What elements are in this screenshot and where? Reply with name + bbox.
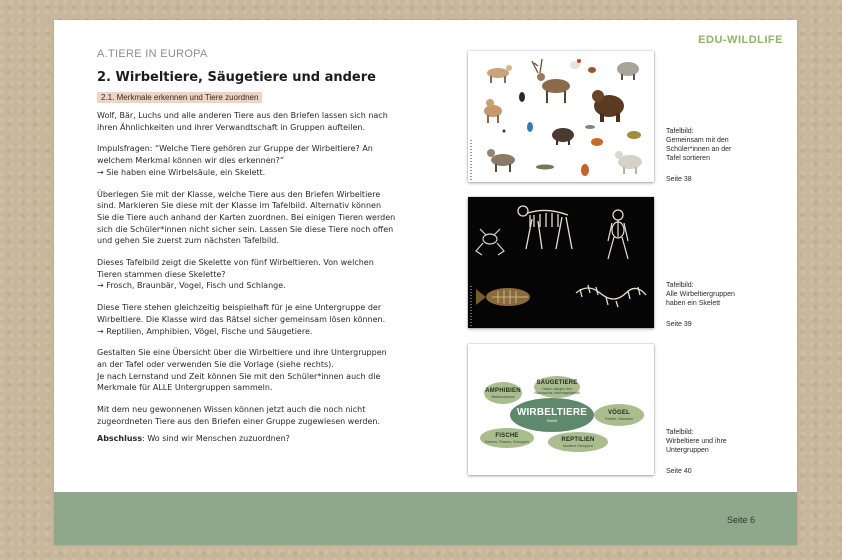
paragraph-line: ihren Ähnlichkeiten und ihrer Verwandtschaft in Gruppen aufteilen.	[97, 122, 366, 132]
reindeer-icon	[532, 59, 570, 103]
songbird-icon	[588, 67, 596, 73]
paragraph-line: Überlegen Sie mit der Klasse, welche Tiere aus den Briefen Wirbeltiere	[97, 189, 381, 199]
figure-reference-1: Seite 38	[666, 176, 692, 183]
paragraph-line: an der Tafel oder verwenden Sie die Vorlage (siehe rechts).	[97, 359, 334, 369]
paragraph-line: Mit dem neu gewonnenen Wissen können jetzt auch die noch nicht	[97, 405, 366, 415]
paragraph	[97, 189, 422, 248]
skeletons-illustration	[468, 197, 654, 328]
bird-icon	[519, 92, 525, 102]
figure-reference-3: Seite 40	[666, 468, 692, 475]
paragraph-line: Je nach Lernstand und Zeit können Sie mit den Schüler*innen auch die	[97, 371, 381, 381]
paragraph-line: sich die Schüler*innen nicht sicher sein. Lassen Sie diese Tiere noch offen	[97, 224, 394, 234]
goat-icon	[487, 65, 512, 83]
white-wolf-icon	[615, 151, 642, 174]
figure-caption-2	[666, 281, 761, 329]
paragraph-line: zugeordneten Tiere aus den Briefen einer Gruppe zugewiesen werden.	[97, 416, 381, 426]
paragraph-line: Dieses Tafelbild zeigt die Skelette von fünf Wirbeltieren. Von welchen	[97, 258, 374, 268]
fish-icon	[536, 165, 554, 170]
snake-skeleton-icon	[576, 285, 646, 307]
lynx-icon	[484, 99, 502, 123]
paragraph	[97, 347, 422, 394]
caption-line: Tafelbild:	[666, 429, 694, 436]
page-heading: 2. Wirbeltiere, Säugetiere und andere	[97, 70, 376, 85]
frog-icon	[627, 131, 641, 139]
fox-sitting-icon	[581, 164, 589, 176]
paragraph	[97, 404, 422, 427]
caption-line: haben ein Skelett	[666, 300, 721, 307]
paragraph	[97, 143, 422, 178]
fish-small-icon	[585, 125, 595, 129]
paragraph-line: Sie die Tiere auch anhand der Karten zuordnen. Bei einigen Tieren werden	[97, 212, 396, 222]
caption-line: Tafelbild:	[666, 282, 694, 289]
paragraph-line: Merkmale für ALLE Untergruppen sammeln.	[97, 383, 273, 393]
caption-line: Tafelbild:	[666, 128, 694, 135]
footer-band	[54, 492, 797, 545]
fox-icon	[591, 138, 603, 146]
frog-skeleton-icon	[476, 229, 504, 255]
image-credit	[470, 140, 472, 180]
paragraph-line: Wolf, Bär, Luchs und alle anderen Tiere aus den Briefen lassen sich nach	[97, 111, 388, 120]
wolf-icon	[487, 149, 515, 172]
diagram-node-voegel: VÖGEL Federn, Schnabel	[594, 404, 644, 426]
caption-line: Gemeinsam mit den	[666, 137, 729, 144]
diagram-node-reptilien: REPTILIEN trockene Schuppen	[548, 432, 608, 452]
kingfisher-icon	[527, 122, 533, 132]
caption-line: Wirbeltiere und ihre	[666, 438, 727, 445]
paragraph-line: Wirbeltiere. Die Klasse wird das Rätsel sicher gemeinsam lösen können.	[97, 314, 386, 324]
figure-caption-1	[666, 127, 761, 184]
caption-line: Alle Wirbeltiergruppen	[666, 291, 735, 298]
diagram-node-fische: FISCHE Kiemen, Flossen, Schuppen	[480, 428, 534, 448]
page-number: Seite 6	[726, 515, 755, 525]
figure-vertebrate-diagram	[468, 344, 654, 475]
paragraph-line: → Sie haben eine Wirbelsäule, ein Skelett.	[97, 167, 266, 177]
paragraph-line: Diese Tiere stehen gleichzeitig beispielhaft für je eine Untergruppe der	[97, 303, 382, 313]
paragraph-line: → Reptilien, Amphibien, Vögel, Fische und Säugetiere.	[97, 326, 313, 336]
paragraph-line: und gehen Sie zuerst zum nächsten Tafelbild.	[97, 236, 279, 246]
caption-line: Untergruppen	[666, 447, 709, 454]
diagram-node-saeugetiere: SÄUGETIERE Haare, säugen den Nachwuchs, lebendgebärend	[534, 376, 580, 398]
section-title: A.TIERE IN EUROPA	[97, 48, 208, 60]
body-paragraphs	[97, 110, 422, 427]
insect-icon	[503, 130, 506, 133]
chicken-icon	[570, 59, 581, 69]
paragraph-line: Impulsfragen: “Welche Tiere gehören zur Gruppe der Wirbeltiere? An	[97, 144, 373, 154]
main-text-column	[97, 48, 422, 445]
closing-text: : Wo sind wir Menschen zuzuordnen?	[142, 434, 290, 444]
caption-line: Schüler*innen an der	[666, 146, 732, 153]
image-credit-2	[470, 286, 472, 326]
paragraph-line: → Frosch, Braunbär, Vogel, Fisch und Schlange.	[97, 281, 286, 291]
figure-skeletons	[468, 197, 654, 328]
closing-paragraph	[97, 433, 422, 445]
brand-logo: EDU-WILDLIFE	[698, 34, 783, 46]
fish-skeleton-icon	[476, 288, 530, 306]
bear-skeleton-icon	[518, 206, 572, 249]
bird-skeleton-icon	[608, 210, 628, 259]
paragraph	[97, 110, 422, 133]
figure-reference-2: Seite 39	[666, 321, 692, 328]
paragraph-line: sind. Markieren Sie diese mit der Klasse im Tafelbild. Alternativ können	[97, 201, 382, 211]
paragraph-line: Gestalten Sie eine Übersicht über die Wirbeltiere und ihre Untergruppen	[97, 348, 387, 358]
caption-line: Tafel sortieren	[666, 155, 710, 162]
paragraph	[97, 257, 422, 292]
subheading: 2.1. Merkmale erkennen und Tiere zuordnen	[97, 92, 262, 103]
diagram-node-amphibien: AMPHIBIEN Metamorphose	[484, 382, 522, 404]
figure-animals	[468, 51, 654, 182]
paragraph-line: welchem Merkmal können wir dies erkennen?”	[97, 156, 285, 166]
paragraph-line: Tieren stammen diese Skelette?	[97, 269, 226, 279]
sheep-icon	[617, 62, 639, 80]
diagram-node-wirbeltiere: WIRBELTIERE Skelett	[510, 398, 594, 432]
boar-icon	[552, 128, 574, 145]
animals-illustration	[468, 51, 654, 182]
bear-icon	[592, 90, 624, 122]
figure-caption-3	[666, 428, 761, 476]
closing-label: Abschluss	[97, 434, 143, 444]
paragraph	[97, 302, 422, 337]
document-page	[54, 20, 797, 545]
